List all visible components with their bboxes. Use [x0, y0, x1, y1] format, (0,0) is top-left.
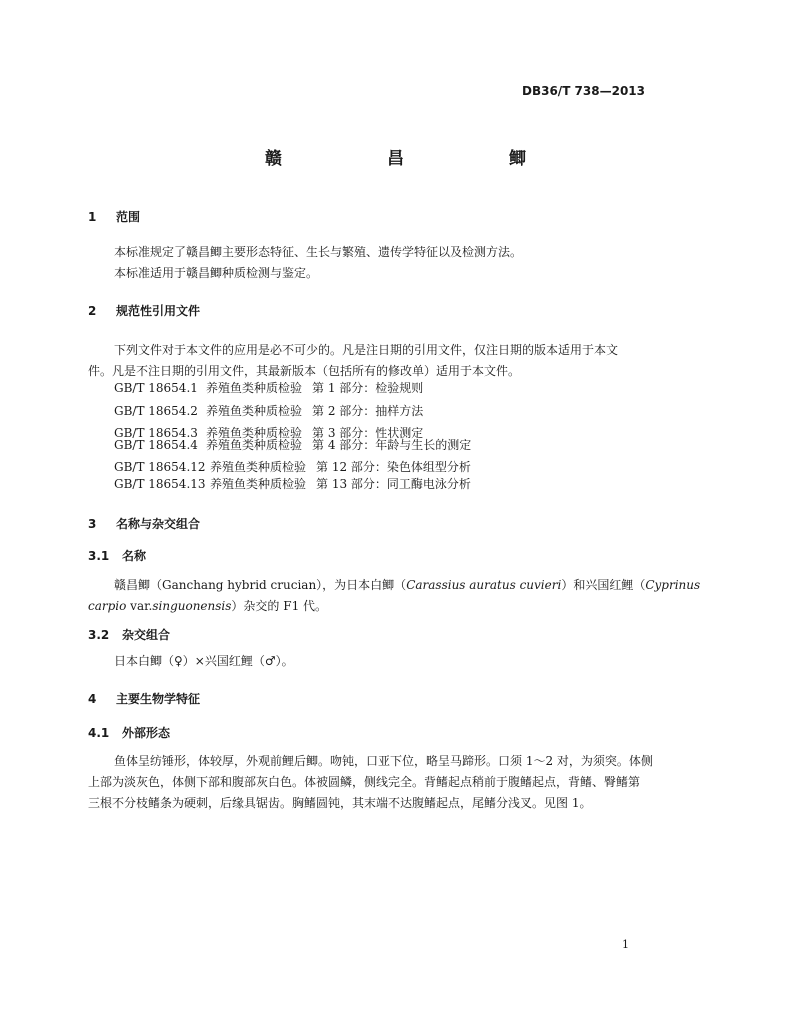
reference-code: GB/T 18654.13: [114, 477, 206, 491]
reference-item: [114, 476, 471, 492]
reference-part: 第 1 部分：检验规则: [312, 381, 424, 395]
reference-title: 养殖鱼类种质检验: [206, 381, 303, 395]
section-4-1-line-2: 上部为淡灰色，体侧下部和腹部灰白色。体被圆鳞，侧线完全。背鳍起点稍前于腹鳍起点，背鳍、臀鳍第: [88, 775, 641, 789]
section-number: 3: [88, 517, 97, 531]
reference-code: GB/T 18654.4: [114, 438, 198, 452]
reference-part: 第 12 部分：染色体组型分析: [316, 460, 471, 474]
latin-name: carpio: [88, 599, 127, 613]
section-number: 4.1: [88, 726, 110, 740]
section-title: 范围: [116, 210, 141, 224]
reference-part: 第 13 部分：同工酶电泳分析: [316, 477, 471, 491]
section-4-1-heading: [88, 725, 170, 741]
reference-part: 第 2 部分：抽样方法: [312, 404, 424, 418]
reference-title: 养殖鱼类种质检验: [206, 426, 303, 440]
section-title: 名称与杂交组合: [116, 517, 201, 531]
latin-name: singuonensis: [152, 599, 232, 613]
section-3-1-line-1: [88, 575, 701, 596]
reference-item: [114, 380, 423, 396]
section-number: 3.2: [88, 628, 110, 642]
text-run: ）和兴国红鲤（: [561, 578, 646, 592]
section-3-1-heading: [88, 548, 146, 564]
reference-code: GB/T 18654.1: [114, 381, 198, 395]
section-4-1-line-3: 三根不分枝鳍条为硬刺，后缘具锯齿。胸鳍圆钝，其末端不达腹鳍起点，尾鳍分浅叉。见图 1。: [88, 796, 592, 810]
section-number: 4: [88, 692, 97, 706]
reference-title: 养殖鱼类种质检验: [206, 438, 303, 452]
reference-code: GB/T 18654.12: [114, 460, 206, 474]
reference-code: GB/T 18654.2: [114, 404, 198, 418]
section-2-heading: [88, 303, 200, 319]
section-number: 1: [88, 210, 97, 224]
latin-name: Carassius auratus cuvieri: [406, 578, 562, 592]
document-title: 赣 昌 鲫: [265, 149, 570, 169]
section-3-1-line-2: [88, 596, 650, 617]
section-title: 主要生物学特征: [116, 692, 201, 706]
latin-name: Cyprinus: [645, 578, 701, 592]
page-number: 1: [622, 938, 629, 951]
section-title: 杂交组合: [122, 628, 171, 642]
reference-part: 第 3 部分：性状测定: [312, 426, 424, 440]
section-number: 2: [88, 304, 97, 318]
text-run: var.: [126, 599, 153, 613]
section-title: 名称: [122, 549, 147, 563]
text-run: 赣昌鲫（Ganchang hybrid crucian），为日本白鲫（: [114, 578, 407, 592]
section-3-heading: [88, 516, 200, 532]
reference-item: [114, 403, 423, 419]
section-title: 规范性引用文件: [116, 304, 201, 318]
reference-item: [114, 437, 471, 453]
section-4-heading: [88, 691, 200, 707]
section-1-heading: [88, 209, 140, 225]
reference-title: 养殖鱼类种质检验: [210, 460, 307, 474]
text-run: ）杂交的 F1 代。: [231, 599, 328, 613]
standard-code: DB36/T 738—2013: [522, 84, 645, 98]
section-3-2-heading: [88, 627, 170, 643]
section-4-1-line-1: 鱼体呈纺锤形，体较厚，外观前鲤后鲫。吻钝，口亚下位，略呈马蹄形。口须 1～2 对，为须突。体侧: [114, 754, 653, 768]
section-2-intro-line-2: 件。凡是不注日期的引用文件，其最新版本（包括所有的修改单）适用于本文件。: [88, 364, 521, 378]
section-number: 3.1: [88, 549, 110, 563]
reference-code: GB/T 18654.3: [114, 426, 198, 440]
section-title: 外部形态: [122, 726, 171, 740]
reference-item: [114, 459, 471, 475]
section-2-intro-line-1: 下列文件对于本文件的应用是必不可少的。凡是注日期的引用文件，仅注日期的版本适用于本文: [114, 343, 619, 357]
section-1-paragraph-1: 本标准规定了赣昌鲫主要形态特征、生长与繁殖、遗传学特征以及检测方法。: [114, 245, 523, 259]
reference-part: 第 4 部分：年龄与生长的测定: [312, 438, 472, 452]
section-1-paragraph-2: 本标准适用于赣昌鲫种质检测与鉴定。: [114, 266, 319, 280]
reference-title: 养殖鱼类种质检验: [210, 477, 307, 491]
section-3-2-text: 日本白鲫（♀）×兴国红鲤（♂）。: [114, 654, 294, 668]
reference-title: 养殖鱼类种质检验: [206, 404, 303, 418]
